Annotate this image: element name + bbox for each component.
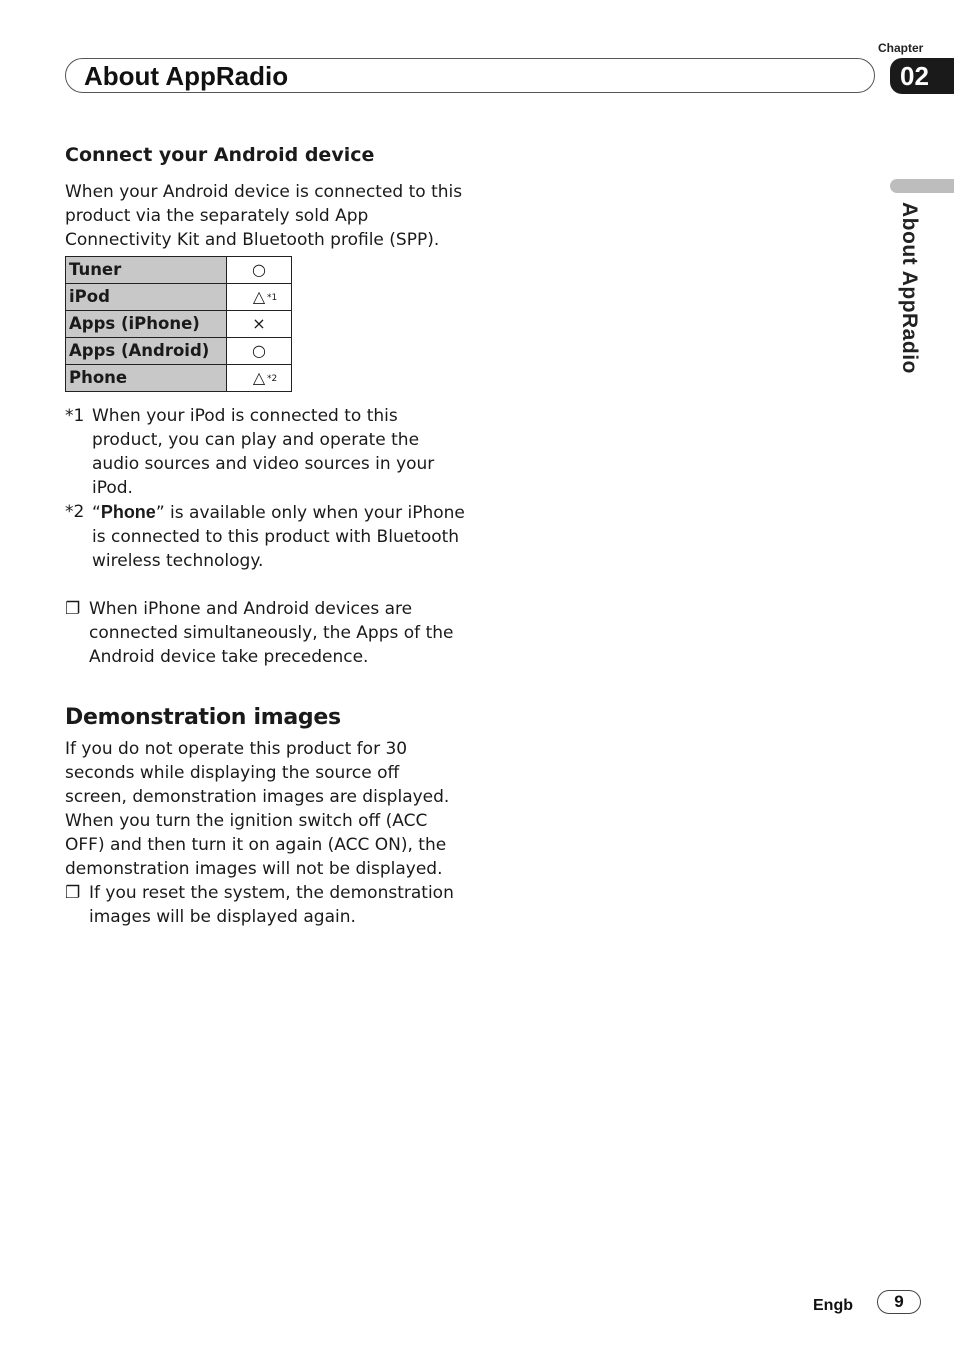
table-cell-label: Phone — [66, 365, 227, 392]
table-row — [66, 257, 292, 284]
page-number: 9 — [877, 1290, 921, 1314]
compatibility-table — [65, 256, 292, 392]
demo-paragraph-2: When you turn the ignition switch off (ACC OFF) and then turn it on again (ACC ON), the demonstration images will not be displayed. — [65, 811, 447, 879]
footnote-ref: *2 — [267, 374, 278, 384]
footer-language: Engb — [813, 1297, 853, 1314]
compat-mark-icon: ○ — [252, 341, 266, 360]
quote-open: “ — [92, 503, 101, 523]
table-row — [66, 284, 292, 311]
footnote-text: When your iPod is connected to this product, you can play and operate the audio sources and video sources in your iPod. — [92, 406, 435, 498]
footnote-rest: ” is available only when your iPhone is connected to this product with Bluetooth wireless technology. — [92, 503, 465, 571]
compat-mark-icon: × — [252, 314, 266, 333]
connect-intro: When your Android device is connected to this product via the separately sold App Connectivity Kit and Bluetooth profile (SPP). — [65, 182, 463, 250]
footnote-number: *2 — [65, 502, 85, 522]
chapter-number-badge: 02 — [890, 58, 954, 94]
compat-mark-icon: △ — [252, 368, 266, 387]
table-cell-mark — [227, 284, 292, 311]
table-cell-label: Apps (iPhone) — [66, 311, 227, 338]
footnote-2 — [65, 500, 465, 573]
table-cell-mark — [227, 257, 292, 284]
table-cell-label: iPod — [66, 284, 227, 311]
checkbox-icon: ❐ — [65, 599, 81, 619]
page-title: About AppRadio — [84, 61, 289, 91]
note-text: If you reset the system, the demonstration images will be displayed again. — [89, 883, 454, 927]
table-row — [66, 365, 292, 392]
demo-paragraph-1: If you do not operate this product for 30 seconds while displaying the source off screen, demonstration images are displayed. — [65, 739, 450, 807]
table-cell-mark — [227, 365, 292, 392]
table-row — [66, 338, 292, 365]
compat-mark-icon: △ — [252, 287, 266, 306]
note-item — [65, 881, 465, 929]
compat-mark-icon: ○ — [252, 260, 266, 279]
side-tab-marker — [890, 179, 954, 193]
note-text: When iPhone and Android devices are connected simultaneously, the Apps of the Android device take precedence. — [89, 599, 454, 667]
footnote-text — [92, 500, 465, 573]
note-item — [65, 597, 465, 669]
table-cell-mark — [227, 338, 292, 365]
table-cell-label: Apps (Android) — [66, 338, 227, 365]
table-cell-label: Tuner — [66, 257, 227, 284]
footnote-1 — [65, 404, 465, 500]
phone-keyword: Phone — [100, 502, 156, 522]
connect-heading: Connect your Android device — [65, 144, 375, 166]
side-section-label: About AppRadio — [898, 202, 921, 374]
table-row — [66, 311, 292, 338]
checkbox-icon: ❐ — [65, 883, 81, 903]
main-content — [65, 140, 465, 929]
table-cell-mark — [227, 311, 292, 338]
footnote-ref: *1 — [267, 293, 278, 303]
footnote-number: *1 — [65, 406, 85, 426]
chapter-label: Chapter — [878, 41, 924, 55]
demo-heading: Demonstration images — [65, 705, 341, 730]
